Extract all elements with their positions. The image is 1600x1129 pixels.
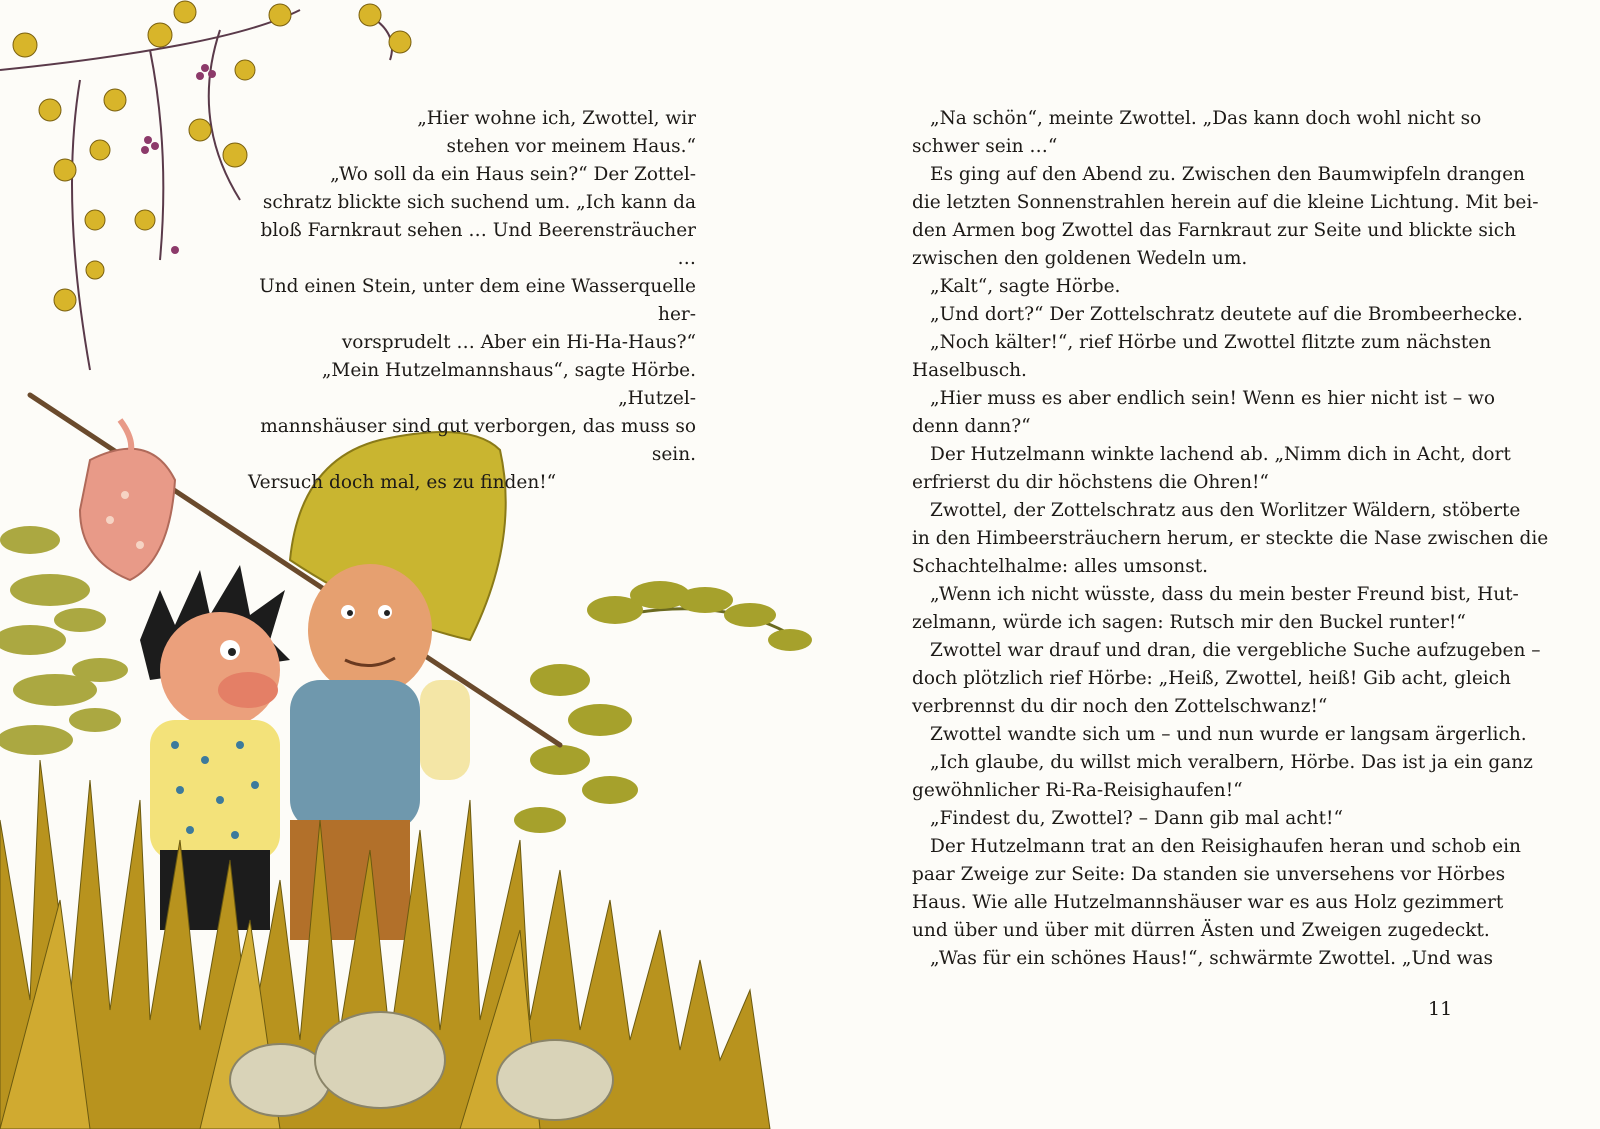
right-line: denn dann?“ (912, 416, 1031, 437)
right-line: schwer sein …“ (912, 136, 1058, 157)
right-line: verbrennst du dir noch den Zottelschwanz!“ (912, 696, 1328, 717)
fern-right (514, 581, 812, 833)
right-line: zwischen den goldenen Wedeln um. (912, 248, 1248, 269)
hoerbe-character (140, 565, 290, 930)
right-line: Haus. Wie alle Hutzelmannshäuser war es aus Holz gezimmert (912, 892, 1504, 913)
right-line: und über und über mit dürren Ästen und Zweigen zugedeckt. (912, 920, 1490, 941)
right-line: Der Hutzelmann winkte lachend ab. „Nimm dich in Acht, dort (930, 444, 1511, 465)
right-line: Der Hutzelmann trat an den Reisighaufen heran und schob ein (930, 836, 1521, 857)
right-line: „Und dort?“ Der Zottelschratz deutete auf die Brombeerhecke. (930, 304, 1523, 325)
right-line: gewöhnlicher Ri-Ra-Reisighaufen!“ (912, 780, 1243, 801)
right-line: paar Zweige zur Seite: Da standen sie unversehens vor Hörbes (912, 864, 1506, 885)
right-line: „Noch kälter!“, rief Hörbe und Zwottel flitzte zum nächsten (930, 332, 1492, 353)
left-line: bloß Farnkraut sehen … Und Beerensträucher … (260, 220, 696, 269)
right-page-text (912, 105, 1549, 973)
right-line: „Hier muss es aber endlich sein! Wenn es hier nicht ist – wo (930, 388, 1496, 409)
left-page-text (248, 105, 696, 497)
right-line: „Kalt“, sagte Hörbe. (930, 276, 1121, 297)
right-line: Zwottel, der Zottelschratz aus den Worlitzer Wäldern, stöberte (930, 500, 1521, 521)
right-line: „Ich glaube, du willst mich veralbern, Hörbe. Das ist ja ein ganz (930, 752, 1533, 773)
right-line: „Na schön“, meinte Zwottel. „Das kann doch wohl nicht so (930, 108, 1482, 129)
right-line: „Was für ein schönes Haus!“, schwärmte Zwottel. „Und was (930, 948, 1494, 969)
right-line: „Wenn ich nicht wüsste, dass du mein bester Freund bist, Hut- (930, 584, 1519, 605)
left-line: „Mein Hutzelmannshaus“, sagte Hörbe. „Hutzel- (321, 360, 696, 409)
right-line: Haselbusch. (912, 360, 1027, 381)
left-line: „Hier wohne ich, Zwottel, wir (417, 108, 696, 129)
right-line: Schachtelhalme: alles umsonst. (912, 556, 1209, 577)
left-line: mannshäuser sind gut verborgen, das muss so sein. (260, 416, 696, 465)
right-line: zelmann, würde ich sagen: Rutsch mir den Buckel runter!“ (912, 612, 1466, 633)
left-line: „Wo soll da ein Haus sein?“ Der Zottel- (330, 164, 696, 185)
right-line: Zwottel wandte sich um – und nun wurde er langsam ärgerlich. (930, 724, 1527, 745)
right-line: den Armen bog Zwottel das Farnkraut zur Seite und blickte sich (912, 220, 1517, 241)
left-line: Und einen Stein, unter dem eine Wasserquelle her- (259, 276, 696, 325)
left-line: stehen vor meinem Haus.“ (446, 136, 696, 157)
right-line: die letzten Sonnenstrahlen herein auf die kleine Lichtung. Mit bei- (912, 192, 1539, 213)
right-line: Es ging auf den Abend zu. Zwischen den Baumwipfeln drangen (930, 164, 1525, 185)
left-line: Versuch doch mal, es zu finden!“ (248, 472, 557, 493)
right-line: erfrierst du dir höchstens die Ohren!“ (912, 472, 1269, 493)
page-number: 11 (1428, 998, 1453, 1020)
left-line: schratz blickte sich suchend um. „Ich kann da (262, 192, 696, 213)
right-line: Zwottel war drauf und dran, die vergebliche Suche aufzugeben – (930, 640, 1541, 661)
right-line: „Findest du, Zwottel? – Dann gib mal acht!“ (930, 808, 1343, 829)
left-line: vorsprudelt … Aber ein Hi-Ha-Haus?“ (341, 332, 696, 353)
right-line: in den Himbeersträuchern herum, er steckte die Nase zwischen die (912, 528, 1549, 549)
right-line: doch plötzlich rief Hörbe: „Heiß, Zwottel, heiß! Gib acht, gleich (912, 668, 1511, 689)
